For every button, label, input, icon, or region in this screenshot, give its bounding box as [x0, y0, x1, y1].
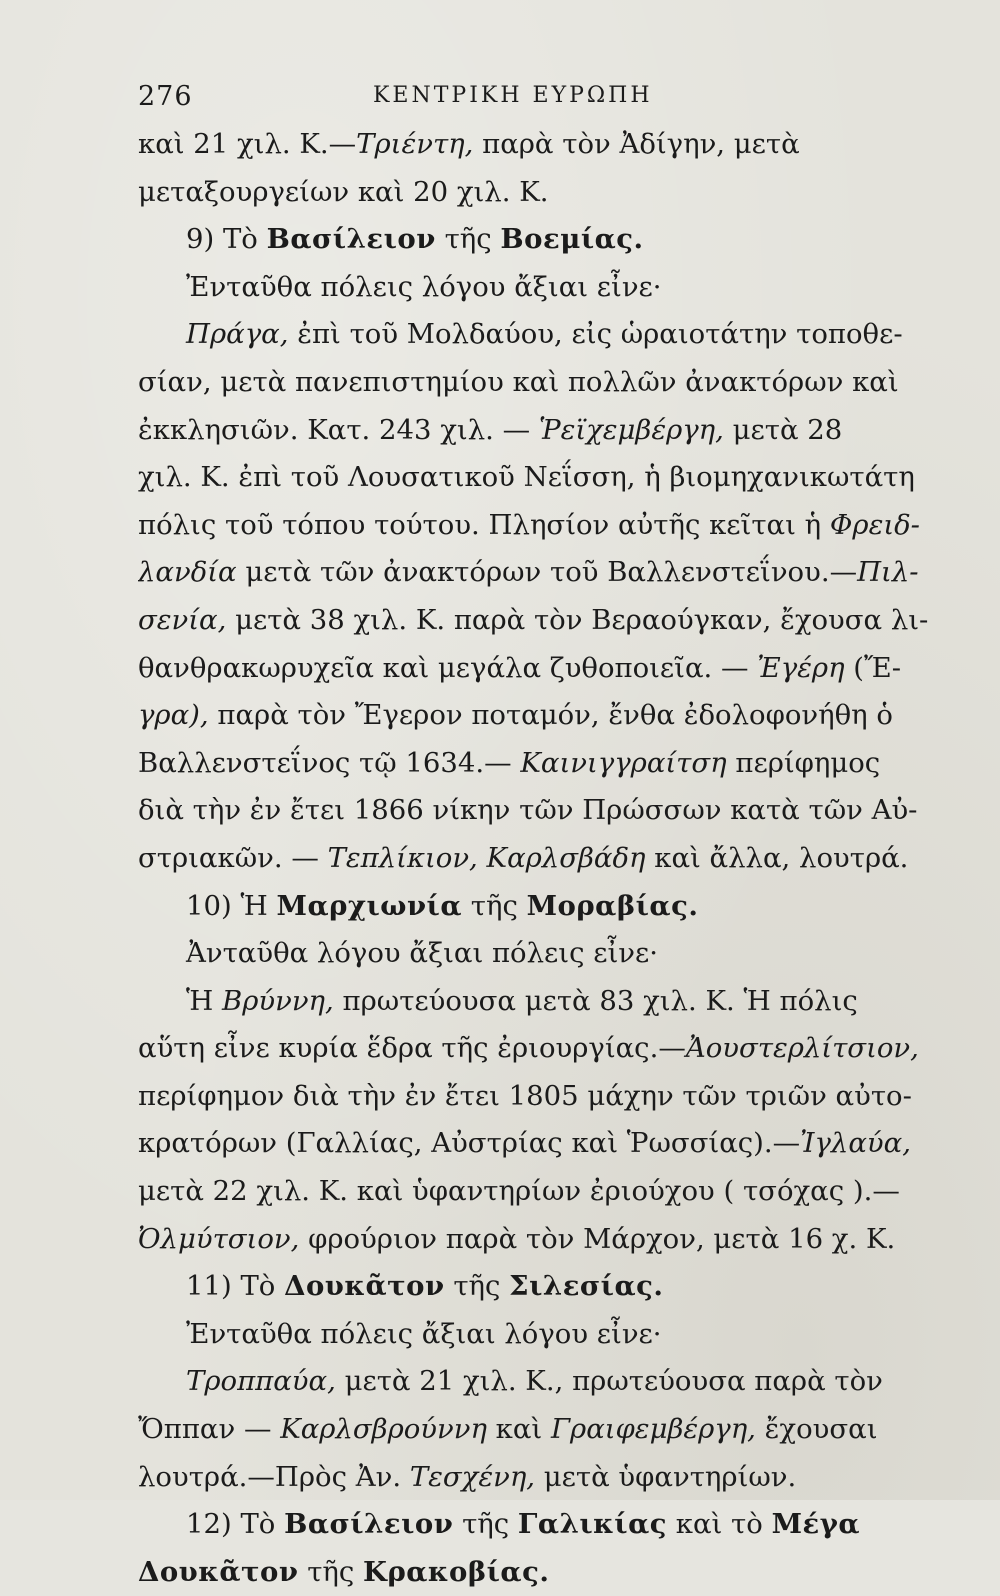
- place-name: Φρειδ-: [829, 508, 920, 541]
- page-number: 276: [138, 81, 193, 112]
- running-title: ΚΕΝΤΡΙΚΗ ΕΥΡΩΠΗ: [373, 83, 653, 108]
- place-name: Ἐγέρη: [757, 651, 845, 684]
- text-line: [138, 597, 943, 645]
- section-heading-term: Μοραβίας.: [526, 889, 699, 922]
- text-segment: θανθρακωρυχεῖα καὶ μεγάλα ζυθοποιεῖα. —: [138, 651, 758, 684]
- text-segment: (Ἔ-: [844, 651, 902, 684]
- text-segment: Ὄππαν —: [138, 1413, 281, 1446]
- section-heading-term: Μέγα: [771, 1508, 861, 1541]
- running-head: [138, 75, 943, 121]
- place-name: Καινιγγραίτση: [520, 746, 727, 779]
- text-line: [138, 359, 943, 407]
- text-segment: 10) Ἡ: [186, 889, 277, 922]
- text-segment: τῆς: [435, 223, 501, 256]
- text-line: [138, 1454, 943, 1502]
- text-line: [138, 216, 943, 264]
- text-segment: φρούριον παρὰ τὸν Μάρχον, μετὰ 16 χ. Κ.: [299, 1222, 896, 1255]
- text-segment: Βαλλενστεΐνος τῷ 1634.—: [138, 746, 521, 779]
- text-segment: 9) Τὸ: [186, 223, 267, 256]
- text-segment: μετὰ 38 χιλ. Κ. παρὰ τὸν Βεραούγκαν, ἔχουσα λι-: [226, 603, 929, 636]
- place-name: Τεσχένη,: [409, 1460, 536, 1493]
- place-name: Βρύννη,: [222, 984, 334, 1017]
- text-segment: καὶ 21 χιλ. Κ.—: [138, 128, 357, 160]
- place-name: Τεπλίκιον, Καρλσβάδη: [327, 841, 646, 874]
- place-name: Ἀουστερλίτσιον,: [685, 1032, 919, 1065]
- place-name: Γραιφεμβέργη,: [550, 1413, 756, 1446]
- text-segment: αὕτη εἶνε κυρία ἕδρα τῆς ἐριουργίας.—: [138, 1032, 686, 1065]
- text-segment: 12) Τὸ: [186, 1508, 285, 1541]
- text-line: [138, 1216, 943, 1264]
- section-heading-term: Βασίλειον: [284, 1508, 454, 1541]
- text-segment: Ἐνταῦθα πόλεις λόγου ἄξιαι εἶνε·: [186, 270, 662, 303]
- text-segment: τῆς: [462, 889, 527, 922]
- text-segment: σίαν, μετὰ πανεπιστημίου καὶ πολλῶν ἀνακτόρων καὶ: [138, 365, 899, 398]
- text-line: [138, 169, 943, 217]
- text-line: [138, 1120, 943, 1168]
- place-name: Ὀλμύτσιον,: [138, 1222, 300, 1255]
- text-segment: ἐκκλησιῶν. Κατ. 243 χιλ. —: [138, 413, 539, 446]
- place-name: γρα),: [138, 699, 209, 732]
- text-line: [138, 1311, 943, 1359]
- place-name: Τροππαύα,: [186, 1365, 336, 1398]
- text-line: [138, 1025, 943, 1073]
- text-segment: κρατόρων (Γαλλίας, Αὐστρίας καὶ Ῥωσσίας).—: [138, 1127, 801, 1160]
- section-heading-term: Δουκᾶτον: [284, 1270, 445, 1303]
- text-line: [138, 1549, 943, 1596]
- text-line: [138, 502, 943, 550]
- text-line: [138, 121, 943, 169]
- section-heading-term: Δουκᾶτον: [138, 1555, 299, 1588]
- place-name: Ῥεϊχεμβέργη,: [538, 413, 724, 446]
- text-segment: τῆς: [298, 1555, 364, 1588]
- text-segment: μετὰ ὑφαντηρίων.: [535, 1460, 797, 1493]
- text-segment: πόλις τοῦ τόπου τούτου. Πλησίον αὐτῆς κεῖται ἡ: [138, 508, 830, 541]
- place-name: Ἰγλαύα,: [800, 1127, 911, 1160]
- section-heading-term: Μαρχιωνία: [276, 889, 463, 922]
- text-segment: περίφημον διὰ τὴν ἐν ἔτει 1805 μάχην τῶν τριῶν αὐτο-: [138, 1079, 912, 1112]
- text-segment: Ἐνταῦθα πόλεις ἄξιαι λόγου εἶνε·: [186, 1317, 662, 1350]
- text-segment: μετὰ 28: [723, 413, 843, 446]
- text-line: [138, 883, 943, 931]
- body-text: [138, 121, 943, 1596]
- section-heading-term: Γαλικίας: [517, 1508, 668, 1541]
- text-segment: καὶ τὸ: [667, 1508, 772, 1541]
- text-segment: μετὰ τῶν ἀνακτόρων τοῦ Βαλλενστεΐνου.—: [236, 556, 858, 589]
- text-segment: λουτρά.—Πρὸς Ἀν.: [138, 1460, 410, 1493]
- text-line: [138, 407, 943, 455]
- text-segment: στριακῶν. —: [138, 841, 328, 874]
- text-line: [138, 1406, 943, 1454]
- place-name: Τριέντη,: [356, 128, 474, 160]
- place-name: Καρλσβρούννη: [280, 1413, 487, 1446]
- text-segment: παρὰ τὸν Ἀδίγην, μετὰ: [473, 128, 800, 160]
- text-line: [138, 1168, 943, 1216]
- text-line: [138, 787, 943, 835]
- text-line: [138, 692, 943, 740]
- text-segment: μεταξουργείων καὶ 20 χιλ. Κ.: [138, 175, 549, 208]
- text-segment: 11) Τὸ: [186, 1270, 285, 1303]
- text-line: [138, 549, 943, 597]
- section-heading-term: Βασίλειον: [266, 223, 436, 256]
- place-name: λανδία: [138, 556, 237, 589]
- text-segment: μετὰ 21 χιλ. Κ., πρωτεύουσα παρὰ τὸν: [335, 1365, 883, 1398]
- text-line: [138, 1073, 943, 1121]
- page-content: [138, 75, 943, 1596]
- place-name: Πράγα,: [186, 318, 289, 351]
- text-line: [138, 454, 943, 502]
- text-segment: πρωτεύουσα μετὰ 83 χιλ. Κ. Ἡ πόλις: [333, 984, 858, 1017]
- text-segment: καὶ: [486, 1413, 551, 1446]
- text-line: [138, 978, 943, 1026]
- text-line: [138, 311, 943, 359]
- text-segment: Ἀνταῦθα λόγου ἄξιαι πόλεις εἶνε·: [186, 937, 658, 970]
- text-line: [138, 930, 943, 978]
- place-name: σενία,: [138, 603, 227, 636]
- section-heading-term: Βοεμίας.: [500, 223, 644, 256]
- text-segment: ἐπὶ τοῦ Μολδαύου, εἰς ὡραιοτάτην τοποθε-: [288, 318, 903, 351]
- text-line: [138, 645, 943, 693]
- text-line: [138, 1263, 943, 1311]
- section-heading-term: Κρακοβίας.: [363, 1555, 550, 1588]
- text-line: [138, 264, 943, 312]
- text-segment: περίφημος: [726, 746, 881, 779]
- text-line: [138, 740, 943, 788]
- text-segment: Ἡ: [186, 984, 223, 1017]
- text-line: [138, 835, 943, 883]
- place-name: Πιλ-: [857, 556, 919, 589]
- text-segment: ἔχουσαι: [755, 1413, 878, 1446]
- text-segment: διὰ τὴν ἐν ἔτει 1866 νίκην τῶν Πρώσσων κατὰ τῶν Αὐ-: [138, 794, 918, 827]
- text-segment: παρὰ τὸν Ἔγερον ποταμόν, ἔνθα ἐδολοφονήθη ὁ: [208, 699, 893, 732]
- text-segment: καὶ ἄλλα, λουτρά.: [645, 841, 909, 874]
- section-heading-term: Σιλεσίας.: [509, 1270, 664, 1303]
- text-segment: τῆς: [444, 1270, 510, 1303]
- text-line: [138, 1501, 943, 1549]
- text-segment: τῆς: [453, 1508, 518, 1541]
- text-segment: χιλ. Κ. ἐπὶ τοῦ Λουσατικοῦ Νεΐσση, ἡ βιομηχανικωτάτη: [138, 461, 915, 494]
- text-line: [138, 1358, 943, 1406]
- text-segment: μετὰ 22 χιλ. Κ. καὶ ὑφαντηρίων ἐριούχου ( τσόχας ).—: [138, 1175, 900, 1208]
